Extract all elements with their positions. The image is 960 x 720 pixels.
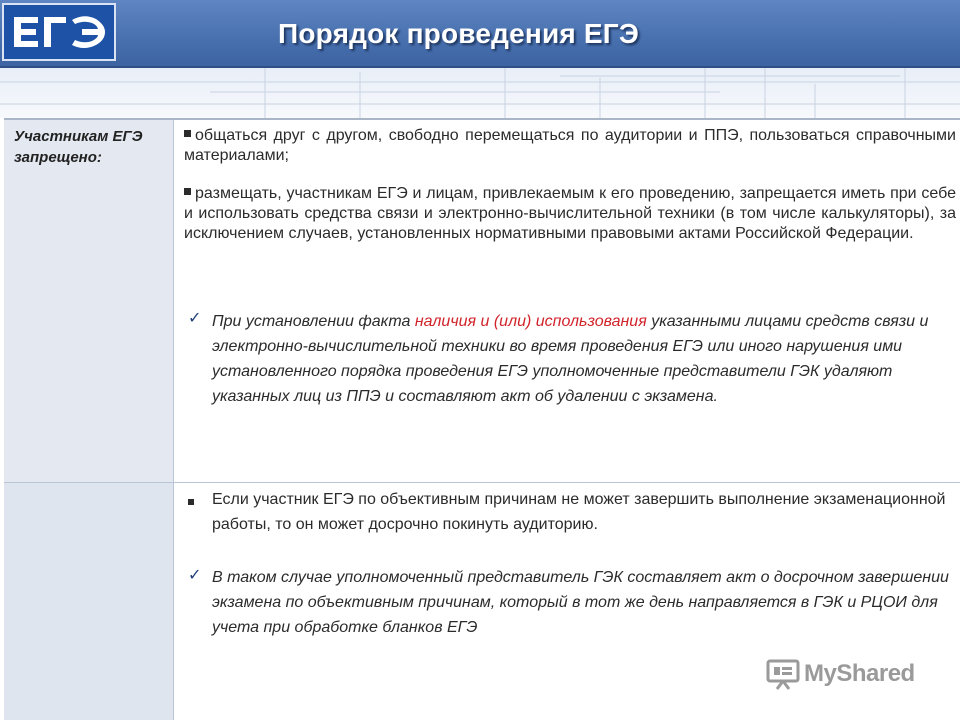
decorative-grid-band — [0, 68, 960, 118]
ege-logo — [2, 3, 116, 61]
row2-label-cell — [4, 483, 174, 720]
early-leave-note: В таком случае уполномоченный представитель ГЭК составляет акт о досрочном завершении экзамена по объективным причинам, который в тот же день направляется в ГЭК и РЦОИ для учета при обработке бланков ЕГЭ — [212, 569, 949, 636]
checkmark-icon: ✓ — [188, 567, 202, 584]
list-item: размещать, участникам ЕГЭ и лицам, привлекаемым к его проведению, запрещается иметь при себе и использовать средства связи и электронно-вычислительной техники (в том числе калькуляторы), за исключением случаев, установленных нормативными правовыми актами Российской Федерации. — [184, 185, 956, 242]
row1-label: Участникам ЕГЭ запрещено: — [14, 128, 143, 166]
watermark-text: MyShared — [804, 660, 915, 687]
highlighted-phrase: наличия и (или) использования — [414, 313, 647, 330]
square-bullet-icon — [184, 130, 191, 137]
removal-note: При установлении факта наличия и (или) использования указанными лицами средств связи и электронно-вычислительной техники во время проведения ЕГЭ или иного нарушения ими установленного порядка проведения ЕГЭ уполномоченные представители ГЭК удаляют указанных лиц из ППЭ и составляют акт об удалении с экзамена. — [212, 313, 929, 405]
slide-header — [0, 0, 960, 68]
row1-content-cell — [174, 120, 960, 482]
square-bullet-icon — [188, 499, 194, 505]
presentation-board-icon — [766, 658, 800, 697]
watermark — [766, 656, 936, 696]
slide-title: Порядок проведения ЕГЭ — [278, 18, 639, 49]
early-leave-rule: Если участник ЕГЭ по объективным причинам не может завершить выполнение экзаменационной работы, то он может досрочно покинуть аудиторию. — [212, 491, 946, 533]
square-bullet-icon — [184, 188, 191, 195]
checkmark-icon: ✓ — [188, 310, 202, 327]
rules-table — [4, 118, 960, 720]
row1-label-cell — [4, 120, 174, 482]
list-item: общаться друг с другом, свободно перемещаться по аудитории и ППЭ, пользоваться справочными материалами; — [184, 127, 956, 164]
